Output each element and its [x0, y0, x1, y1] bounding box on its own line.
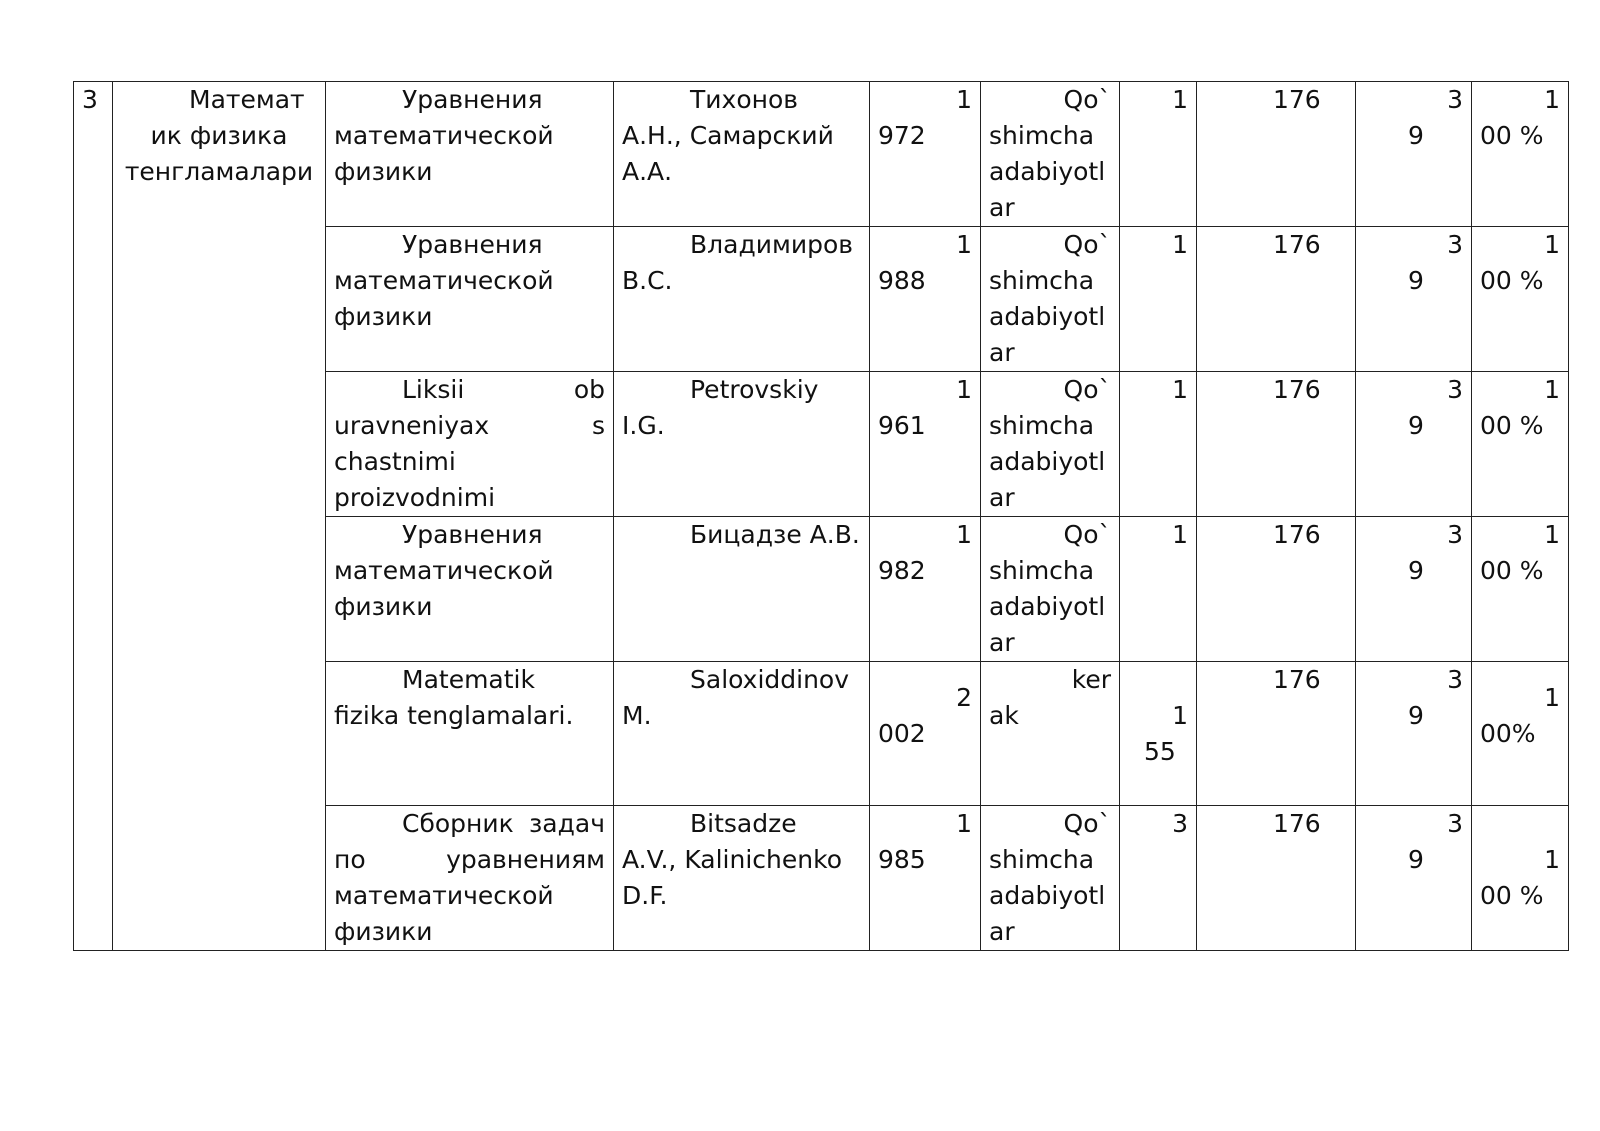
ratio-cell: [1356, 227, 1472, 372]
title-line: [334, 408, 605, 444]
title-line: [334, 842, 605, 878]
title-word: Сборник: [402, 809, 514, 838]
ratio-line: 9: [1408, 411, 1424, 440]
year-line: 1: [956, 230, 972, 259]
type-line: ar: [989, 483, 1015, 512]
ratio-line: 9: [1408, 556, 1424, 585]
students-value: 176: [1273, 520, 1321, 549]
count-line: 55: [1144, 737, 1176, 766]
subject-cell: [113, 82, 326, 951]
type-cell: [981, 372, 1120, 517]
title-line: математической: [334, 881, 554, 910]
author-cell: [614, 806, 870, 951]
percent-line: 00 %: [1480, 881, 1544, 910]
author-line: A.V., Kalinichenko: [622, 845, 842, 874]
author-line: M.: [622, 701, 652, 730]
type-line: shimcha: [989, 845, 1095, 874]
year-cell: [870, 227, 981, 372]
type-line: ar: [989, 338, 1015, 367]
subject-line: Математ: [189, 85, 305, 114]
students-value: 176: [1273, 375, 1321, 404]
author-line: D.F.: [622, 881, 668, 910]
percent-cell: [1472, 517, 1569, 662]
title-line: fizika tenglamalari.: [334, 701, 574, 730]
type-line: ar: [989, 628, 1015, 657]
type-cell: [981, 82, 1120, 227]
ratio-line: 9: [1408, 701, 1424, 730]
count-line: 1: [1172, 701, 1188, 730]
year-line: 1: [956, 520, 972, 549]
title-line: Уравнения: [402, 520, 543, 549]
ratio-line: 9: [1408, 845, 1424, 874]
type-cell: [981, 662, 1120, 806]
type-line: Qo`: [1063, 809, 1111, 838]
subject-line: тенгламалари: [124, 157, 314, 186]
title-cell: [326, 806, 614, 951]
title-word: задач: [529, 809, 605, 838]
ratio-cell: [1356, 517, 1472, 662]
author-line: Saloxiddinov: [690, 665, 850, 694]
title-line: математической: [334, 266, 554, 295]
type-line: adabiyotl: [989, 157, 1106, 186]
percent-cell: [1472, 227, 1569, 372]
author-line: Владимиров: [690, 230, 853, 259]
type-line: Qo`: [1063, 375, 1111, 404]
type-line: ker: [1071, 665, 1111, 694]
author-line: В.С.: [622, 266, 673, 295]
year-line: 1: [956, 809, 972, 838]
year-cell: [870, 662, 981, 806]
title-line: Уравнения: [402, 230, 543, 259]
type-line: ar: [989, 193, 1015, 222]
year-line: 982: [878, 556, 926, 585]
percent-line: 1: [1544, 520, 1560, 549]
title-line: физики: [334, 157, 433, 186]
ratio-cell: [1356, 806, 1472, 951]
percent-cell: [1472, 806, 1569, 951]
author-cell: [614, 517, 870, 662]
count-cell: [1120, 82, 1197, 227]
title-line: [334, 372, 605, 408]
ratio-line: 3: [1447, 665, 1463, 694]
type-line: shimcha: [989, 121, 1095, 150]
title-cell: [326, 517, 614, 662]
type-line: shimcha: [989, 556, 1095, 585]
year-cell: [870, 517, 981, 662]
title-cell: [326, 82, 614, 227]
type-line: adabiyotl: [989, 592, 1106, 621]
students-cell: [1197, 372, 1356, 517]
percent-line: 1: [1544, 85, 1560, 114]
author-line: Petrovskiy: [690, 375, 819, 404]
year-line: 972: [878, 121, 926, 150]
year-line: 1: [956, 375, 972, 404]
count-cell: [1120, 227, 1197, 372]
students-cell: [1197, 517, 1356, 662]
year-cell: [870, 82, 981, 227]
year-cell: [870, 372, 981, 517]
count-cell: [1120, 372, 1197, 517]
count-line: 3: [1172, 809, 1188, 838]
year-cell: [870, 806, 981, 951]
title-line: математической: [334, 121, 554, 150]
title-line: chastnimi: [334, 447, 456, 476]
ratio-line: 9: [1408, 266, 1424, 295]
percent-cell: [1472, 82, 1569, 227]
author-line: Тихонов: [690, 85, 798, 114]
title-word: уравнениям: [446, 845, 605, 874]
percent-line: 1: [1544, 375, 1560, 404]
count-cell: [1120, 662, 1197, 806]
title-cell: [326, 662, 614, 806]
author-line: А.Н., Самарский: [622, 121, 834, 150]
title-line: физики: [334, 302, 433, 331]
type-line: Qo`: [1063, 85, 1111, 114]
title-line: математической: [334, 556, 554, 585]
students-cell: [1197, 662, 1356, 806]
type-line: adabiyotl: [989, 447, 1106, 476]
year-line: 2: [956, 683, 972, 712]
type-line: adabiyotl: [989, 302, 1106, 331]
ratio-line: 3: [1447, 85, 1463, 114]
type-line: ak: [989, 701, 1019, 730]
title-line: Уравнения: [402, 85, 543, 114]
ratio-line: 3: [1447, 809, 1463, 838]
year-line: 002: [878, 719, 926, 748]
percent-line: 00%: [1480, 719, 1536, 748]
percent-line: 00 %: [1480, 556, 1544, 585]
title-word: s: [591, 411, 605, 440]
students-cell: [1197, 227, 1356, 372]
percent-cell: [1472, 662, 1569, 806]
students-value: 176: [1273, 85, 1321, 114]
type-line: Qo`: [1063, 520, 1111, 549]
students-value: 176: [1273, 230, 1321, 259]
title-line: Matematik: [402, 665, 535, 694]
title-line: физики: [334, 592, 433, 621]
count-line: 1: [1172, 230, 1188, 259]
type-cell: [981, 227, 1120, 372]
title-word: ob: [573, 375, 605, 404]
year-line: 1: [956, 85, 972, 114]
percent-line: 1: [1544, 845, 1560, 874]
ratio-line: 3: [1447, 375, 1463, 404]
author-line: Бицадзе А.В.: [690, 520, 860, 549]
count-cell: [1120, 517, 1197, 662]
percent-line: 00 %: [1480, 266, 1544, 295]
type-line: ar: [989, 917, 1015, 946]
title-word: по: [334, 845, 366, 874]
row-number: 3: [82, 85, 98, 114]
year-line: 961: [878, 411, 926, 440]
author-line: Bitsadze: [690, 809, 797, 838]
ratio-line: 3: [1447, 520, 1463, 549]
table-row: [74, 82, 1569, 227]
percent-line: 1: [1544, 230, 1560, 259]
type-line: adabiyotl: [989, 881, 1106, 910]
type-line: Qo`: [1063, 230, 1111, 259]
students-cell: [1197, 806, 1356, 951]
author-cell: [614, 372, 870, 517]
count-line: 1: [1172, 85, 1188, 114]
ratio-cell: [1356, 372, 1472, 517]
ratio-line: 9: [1408, 121, 1424, 150]
title-word: uravneniyax: [334, 411, 490, 440]
author-line: А.А.: [622, 157, 673, 186]
type-line: shimcha: [989, 266, 1095, 295]
title-line: [334, 806, 605, 842]
type-cell: [981, 806, 1120, 951]
author-cell: [614, 662, 870, 806]
type-cell: [981, 517, 1120, 662]
title-line: физики: [334, 917, 433, 946]
count-line: 1: [1172, 520, 1188, 549]
year-line: 988: [878, 266, 926, 295]
students-value: 176: [1273, 665, 1321, 694]
author-line: I.G.: [622, 411, 665, 440]
percent-line: 1: [1544, 683, 1560, 712]
title-cell: [326, 372, 614, 517]
percent-line: 00 %: [1480, 121, 1544, 150]
author-cell: [614, 82, 870, 227]
students-value: 176: [1273, 809, 1321, 838]
row-number-cell: [74, 82, 113, 951]
ratio-cell: [1356, 662, 1472, 806]
count-line: 1: [1172, 375, 1188, 404]
count-cell: [1120, 806, 1197, 951]
year-line: 985: [878, 845, 926, 874]
ratio-cell: [1356, 82, 1472, 227]
title-line: proizvodnimi: [334, 483, 496, 512]
title-word: Liksii: [402, 375, 465, 404]
students-cell: [1197, 82, 1356, 227]
title-cell: [326, 227, 614, 372]
ratio-line: 3: [1447, 230, 1463, 259]
percent-line: 00 %: [1480, 411, 1544, 440]
percent-cell: [1472, 372, 1569, 517]
subject-line: ик физика: [150, 121, 288, 150]
literature-table: [73, 81, 1569, 951]
author-cell: [614, 227, 870, 372]
type-line: shimcha: [989, 411, 1095, 440]
